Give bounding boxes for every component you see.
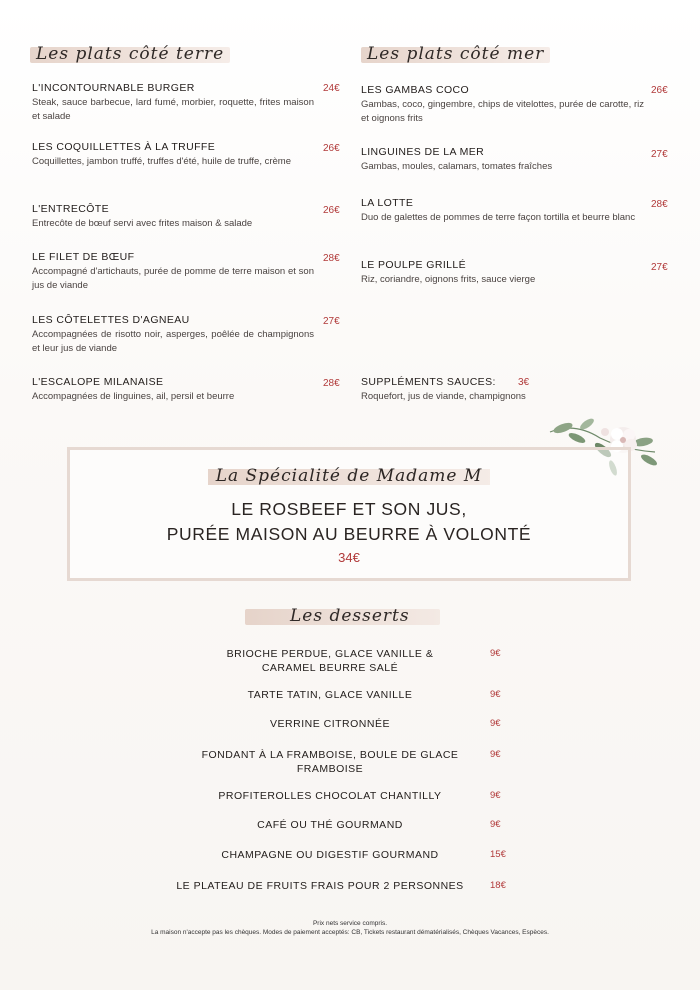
item-desc: Accompagné d'artichauts, purée de pomme de terre maison et son jus de viande	[32, 266, 314, 291]
special-line-1: LE ROSBEEF ET SON JUS,	[231, 499, 467, 519]
special-title: La Spécialité de Madame M	[70, 466, 628, 486]
supplements-price: 3€	[518, 377, 530, 388]
item-price: 24€	[323, 83, 340, 94]
dessert-name: FONDANT À LA FRAMBOISE, BOULE DE GLACE FRAMBOISE	[201, 749, 459, 775]
dessert-name: BRIOCHE PERDUE, GLACE VANILLE & CARAMEL BEURRE SALÉ	[226, 648, 434, 674]
item-name: LES CÔTELETTES D'AGNEAU	[32, 314, 190, 326]
item-desc: Steak, sauce barbecue, lard fumé, morbier, roquette, frites maison et salade	[32, 97, 314, 122]
dessert-price: 9€	[490, 790, 501, 801]
supplements	[361, 376, 644, 404]
item-price: 27€	[651, 262, 668, 273]
footer-line-2: La maison n'accepte pas les chèques. Modes de paiement acceptés: CB, Tickets restaurant dématérialisés, Chèques Vacances, Espèces.	[151, 929, 549, 936]
dessert-price: 9€	[490, 689, 501, 700]
item-name: L'ENTRECÔTE	[32, 203, 109, 215]
item-price: 28€	[651, 199, 668, 210]
dessert-price: 9€	[490, 718, 501, 729]
item-desc: Duo de galettes de pommes de terre façon tortilla et beurre blanc	[361, 212, 636, 223]
section-title-terre: Les plats côté terre	[36, 44, 224, 64]
item-desc: Gambas, coco, gingembre, chips de vitelottes, purée de carotte, riz et oignons frits	[361, 99, 644, 124]
menu-item	[361, 84, 644, 126]
item-name: LE POULPE GRILLÉ	[361, 259, 467, 271]
menu-item	[361, 197, 644, 225]
item-price: 28€	[323, 378, 340, 389]
menu-item	[32, 82, 314, 124]
dessert-name: PROFITEROLLES CHOCOLAT CHANTILLY	[218, 790, 442, 802]
dessert-name: TARTE TATIN, GLACE VANILLE	[247, 689, 413, 701]
item-name: LES GAMBAS COCO	[361, 84, 470, 96]
item-name: LA LOTTE	[361, 197, 414, 209]
item-desc: Coquillettes, jambon truffé, truffes d'été, huile de truffe, crème	[32, 156, 291, 167]
menu-item	[361, 259, 644, 287]
dessert-name: CHAMPAGNE OU DIGESTIF GOURMAND	[221, 849, 439, 861]
footer-line-1: Prix nets service compris.	[312, 920, 388, 927]
dessert-price: 15€	[490, 849, 506, 860]
item-price: 27€	[651, 149, 668, 160]
item-desc: Accompagnées de risotto noir, asperges, poêlée de champignons et leur jus de viande	[32, 329, 314, 354]
supplements-name: SUPPLÉMENTS SAUCES:	[361, 376, 496, 388]
item-price: 26€	[651, 85, 668, 96]
dessert-name: VERRINE CITRONNÉE	[270, 718, 390, 730]
item-desc: Riz, coriandre, oignons frits, sauce vierge	[361, 274, 536, 285]
dessert-name: CAFÉ OU THÉ GOURMAND	[257, 819, 403, 831]
item-price: 27€	[323, 316, 340, 327]
special-line-2: PURÉE MAISON AU BEURRE À VOLONTÉ	[166, 524, 532, 544]
item-price: 26€	[323, 143, 340, 154]
section-title-mer: Les plats côté mer	[367, 44, 544, 64]
item-name: L'ESCALOPE MILANAISE	[32, 376, 164, 388]
dessert-name: LE PLATEAU DE FRUITS FRAIS POUR 2 PERSONNES	[176, 880, 464, 892]
section-title-desserts: Les desserts	[290, 606, 410, 626]
menu-item	[32, 251, 314, 293]
menu-item	[32, 376, 314, 404]
item-price: 28€	[323, 253, 340, 264]
item-name: LES COQUILLETTES À LA TRUFFE	[32, 141, 216, 153]
menu-item	[361, 146, 644, 174]
menu-item	[32, 203, 314, 231]
dessert-price: 9€	[490, 819, 501, 830]
menu-item	[32, 314, 314, 356]
special-price: 34€	[338, 550, 360, 565]
item-desc: Accompagnées de linguines, ail, persil et beurre	[32, 391, 235, 402]
item-name: LE FILET DE BŒUF	[32, 251, 135, 263]
dessert-price: 9€	[490, 749, 501, 760]
item-name: L'INCONTOURNABLE BURGER	[32, 82, 195, 94]
item-price: 26€	[323, 205, 340, 216]
special-box	[67, 447, 631, 581]
dessert-price: 18€	[490, 880, 506, 891]
menu-item	[32, 141, 314, 169]
supplements-desc: Roquefort, jus de viande, champignons	[361, 391, 526, 402]
item-desc: Gambas, moules, calamars, tomates fraîches	[361, 161, 553, 172]
item-desc: Entrecôte de bœuf servi avec frites maison & salade	[32, 218, 253, 229]
item-name: LINGUINES DE LA MER	[361, 146, 485, 158]
dessert-price: 9€	[490, 648, 501, 659]
